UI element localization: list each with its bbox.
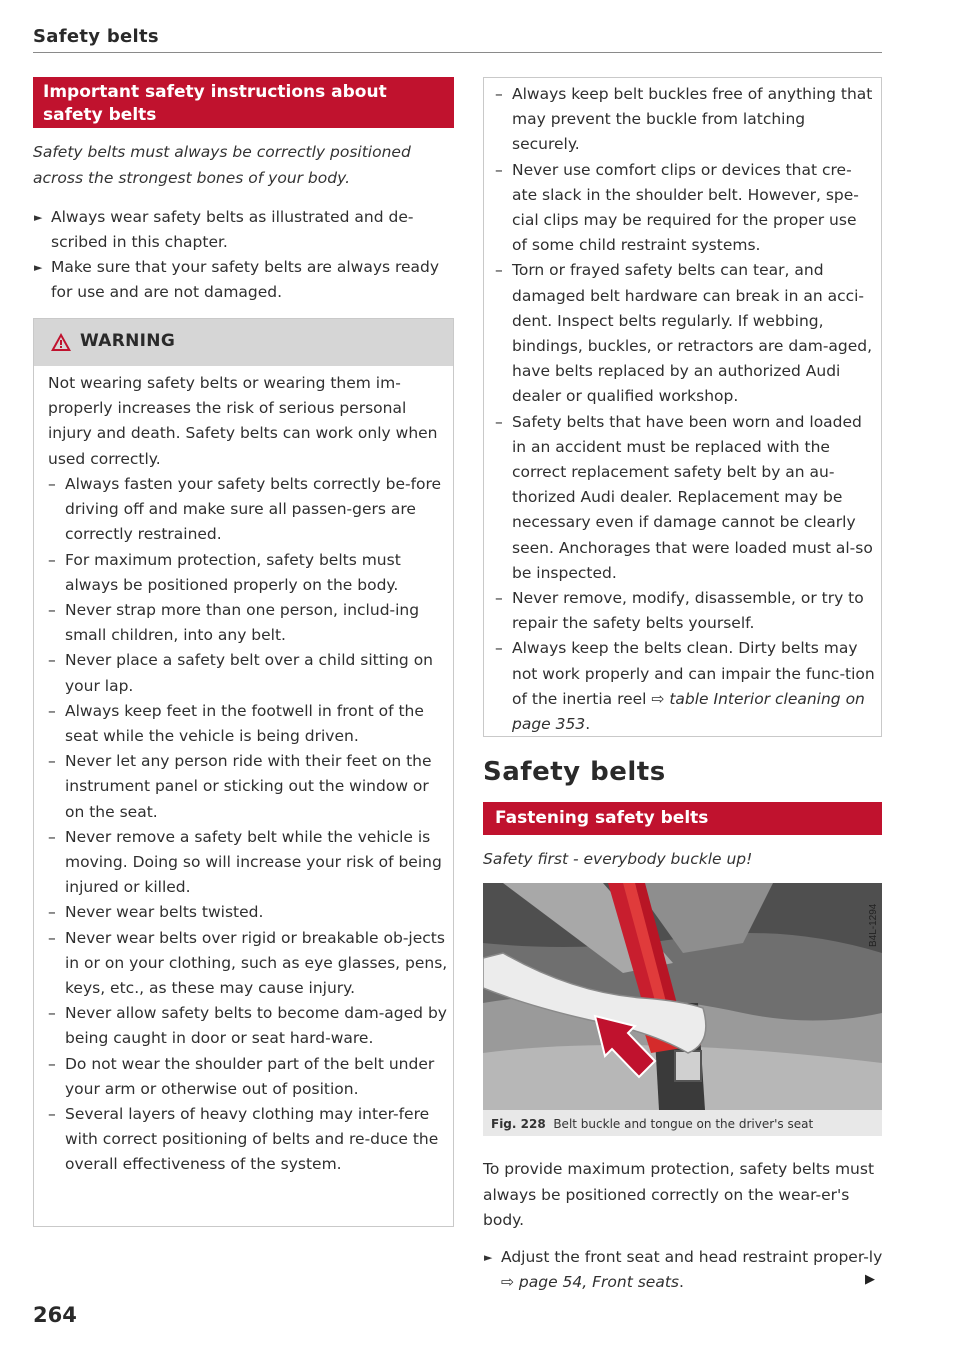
warning-item: – Always keep belt buckles free of anything that may prevent the buckle from latching securely. <box>495 85 873 154</box>
figure-caption <box>491 1117 813 1131</box>
bullet-item: ► Make sure that your safety belts are always ready for use and are not damaged. <box>33 255 454 305</box>
warning-item: – Never remove, modify, disassemble, or try to repair the safety belts yourself. <box>495 589 864 633</box>
page-reference-link[interactable]: ⇨ page 54, Front seats <box>501 1273 679 1291</box>
warning-item: – Safety belts that have been worn and loaded in an accident must be replaced with the correct replacement safety belt by an au-thorized Audi dealer. Replacement may be necessary even if damage cannot be clearly seen. Anchorages that were loaded must al-so be inspected. <box>495 412 873 582</box>
warning-item: – Never wear belts over rigid or breakable ob-jects in or on your clothing, such as eye glasses, pens, keys, etc., as these may cause injury. <box>48 928 448 998</box>
warning-item: – Always keep feet in the footwell in front of the seat while the vehicle is being driven. <box>48 701 424 746</box>
figure <box>483 883 882 1136</box>
warning-item: – Never strap more than one person, includ-ing small children, into any belt. <box>48 601 420 645</box>
warning-box-continued <box>483 77 882 737</box>
warning-item: – Never let any person ride with their feet on the instrument panel or sticking out the window or on the seat. <box>48 752 432 821</box>
warning-item: – Always keep the belts clean. Dirty belts may not work properly and can impair the func-tion of the inertia reel ⇨ table Interior cleaning on page 353. <box>495 639 875 734</box>
warning-item: – Never place a safety belt over a child sitting on your lap. <box>48 651 434 695</box>
fastening-intro: Safety first - everybody buckle up! <box>483 850 753 868</box>
instruction-bullet: ► Adjust the front seat and head restraint proper-ly ⇨ page 54, Front seats. <box>483 1245 900 1295</box>
fastening-heading: Fastening safety belts <box>483 802 882 835</box>
section-title: Safety belts <box>483 757 666 787</box>
header-divider <box>33 52 882 53</box>
warning-item: – Do not wear the shoulder part of the belt under your arm or otherwise out of position. <box>48 1054 435 1098</box>
bullet-arrow-icon: ► <box>34 211 43 224</box>
warning-list <box>48 472 448 1178</box>
warning-title: WARNING <box>80 331 176 351</box>
warning-item: – Never wear belts twisted. <box>48 903 264 922</box>
page-number: 264 <box>33 1303 77 1327</box>
bullet-item: ► Always wear safety belts as illustrated and de-scribed in this chapter. <box>33 205 454 255</box>
body-paragraph: To provide maximum protection, safety belts must always be positioned correctly on the wear-er's body. <box>483 1160 875 1229</box>
warning-header <box>34 319 453 366</box>
warning-box <box>33 318 454 1227</box>
warning-list-continued <box>495 82 875 737</box>
figure-label: Fig. 228 <box>491 1117 546 1131</box>
warning-item: – Never remove a safety belt while the vehicle is moving. Doing so will increase your risk of being injured or killed. <box>48 827 442 897</box>
running-header-title: Safety belts <box>33 26 159 47</box>
important-bullet-list <box>33 205 454 305</box>
important-heading: Important safety instructions about safety belts <box>33 77 454 128</box>
warning-item: – Never use comfort clips or devices that cre-ate slack in the shoulder belt. However, spe-cial clips may be required for the proper use of some child restraint systems. <box>495 160 859 255</box>
warning-item: – Never allow safety belts to become dam-aged by being caught in door or seat hard-ware. <box>48 1004 447 1048</box>
warning-text: Not wearing safety belts or wearing them im-properly increases the risk of serious personal injury and death. Safety belts can work only when used correctly. <box>48 374 438 468</box>
warning-item: – For maximum protection, safety belts must always be positioned properly on the body. <box>48 550 401 594</box>
warning-triangle-icon <box>50 332 72 352</box>
bullet-arrow-icon: ► <box>484 1251 493 1264</box>
continued-arrow-icon: ▶ <box>865 1272 875 1287</box>
figure-caption-text: Belt buckle and tongue on the driver's seat <box>553 1117 814 1131</box>
warning-item: – Torn or frayed safety belts can tear, and damaged belt hardware can break in an acci-dent. Inspect belts regularly. If webbing, bindings, buckles, or retractors are dam-aged, have belts replaced by an authorized Audi dealer or qualified workshop. <box>495 261 873 406</box>
figure-code-label <box>863 889 881 949</box>
warning-item: – Several layers of heavy clothing may inter-fere with correct positioning of belts and re-duce the overall effectiveness of the system. <box>48 1105 439 1174</box>
cross-reference-link[interactable]: ⇨ table Interior cleaning on page 353 <box>512 689 865 734</box>
bullet-arrow-icon: ► <box>34 261 43 274</box>
figure-code-text: B4L-1294 <box>868 903 879 947</box>
important-intro: Safety belts must always be correctly positioned across the strongest bones of your body. <box>33 143 411 187</box>
warning-item: – Always fasten your safety belts correctly be-fore driving off and make sure all passen-gers are correctly restrained. <box>48 475 442 544</box>
belt-buckle-illustration <box>483 883 882 1110</box>
